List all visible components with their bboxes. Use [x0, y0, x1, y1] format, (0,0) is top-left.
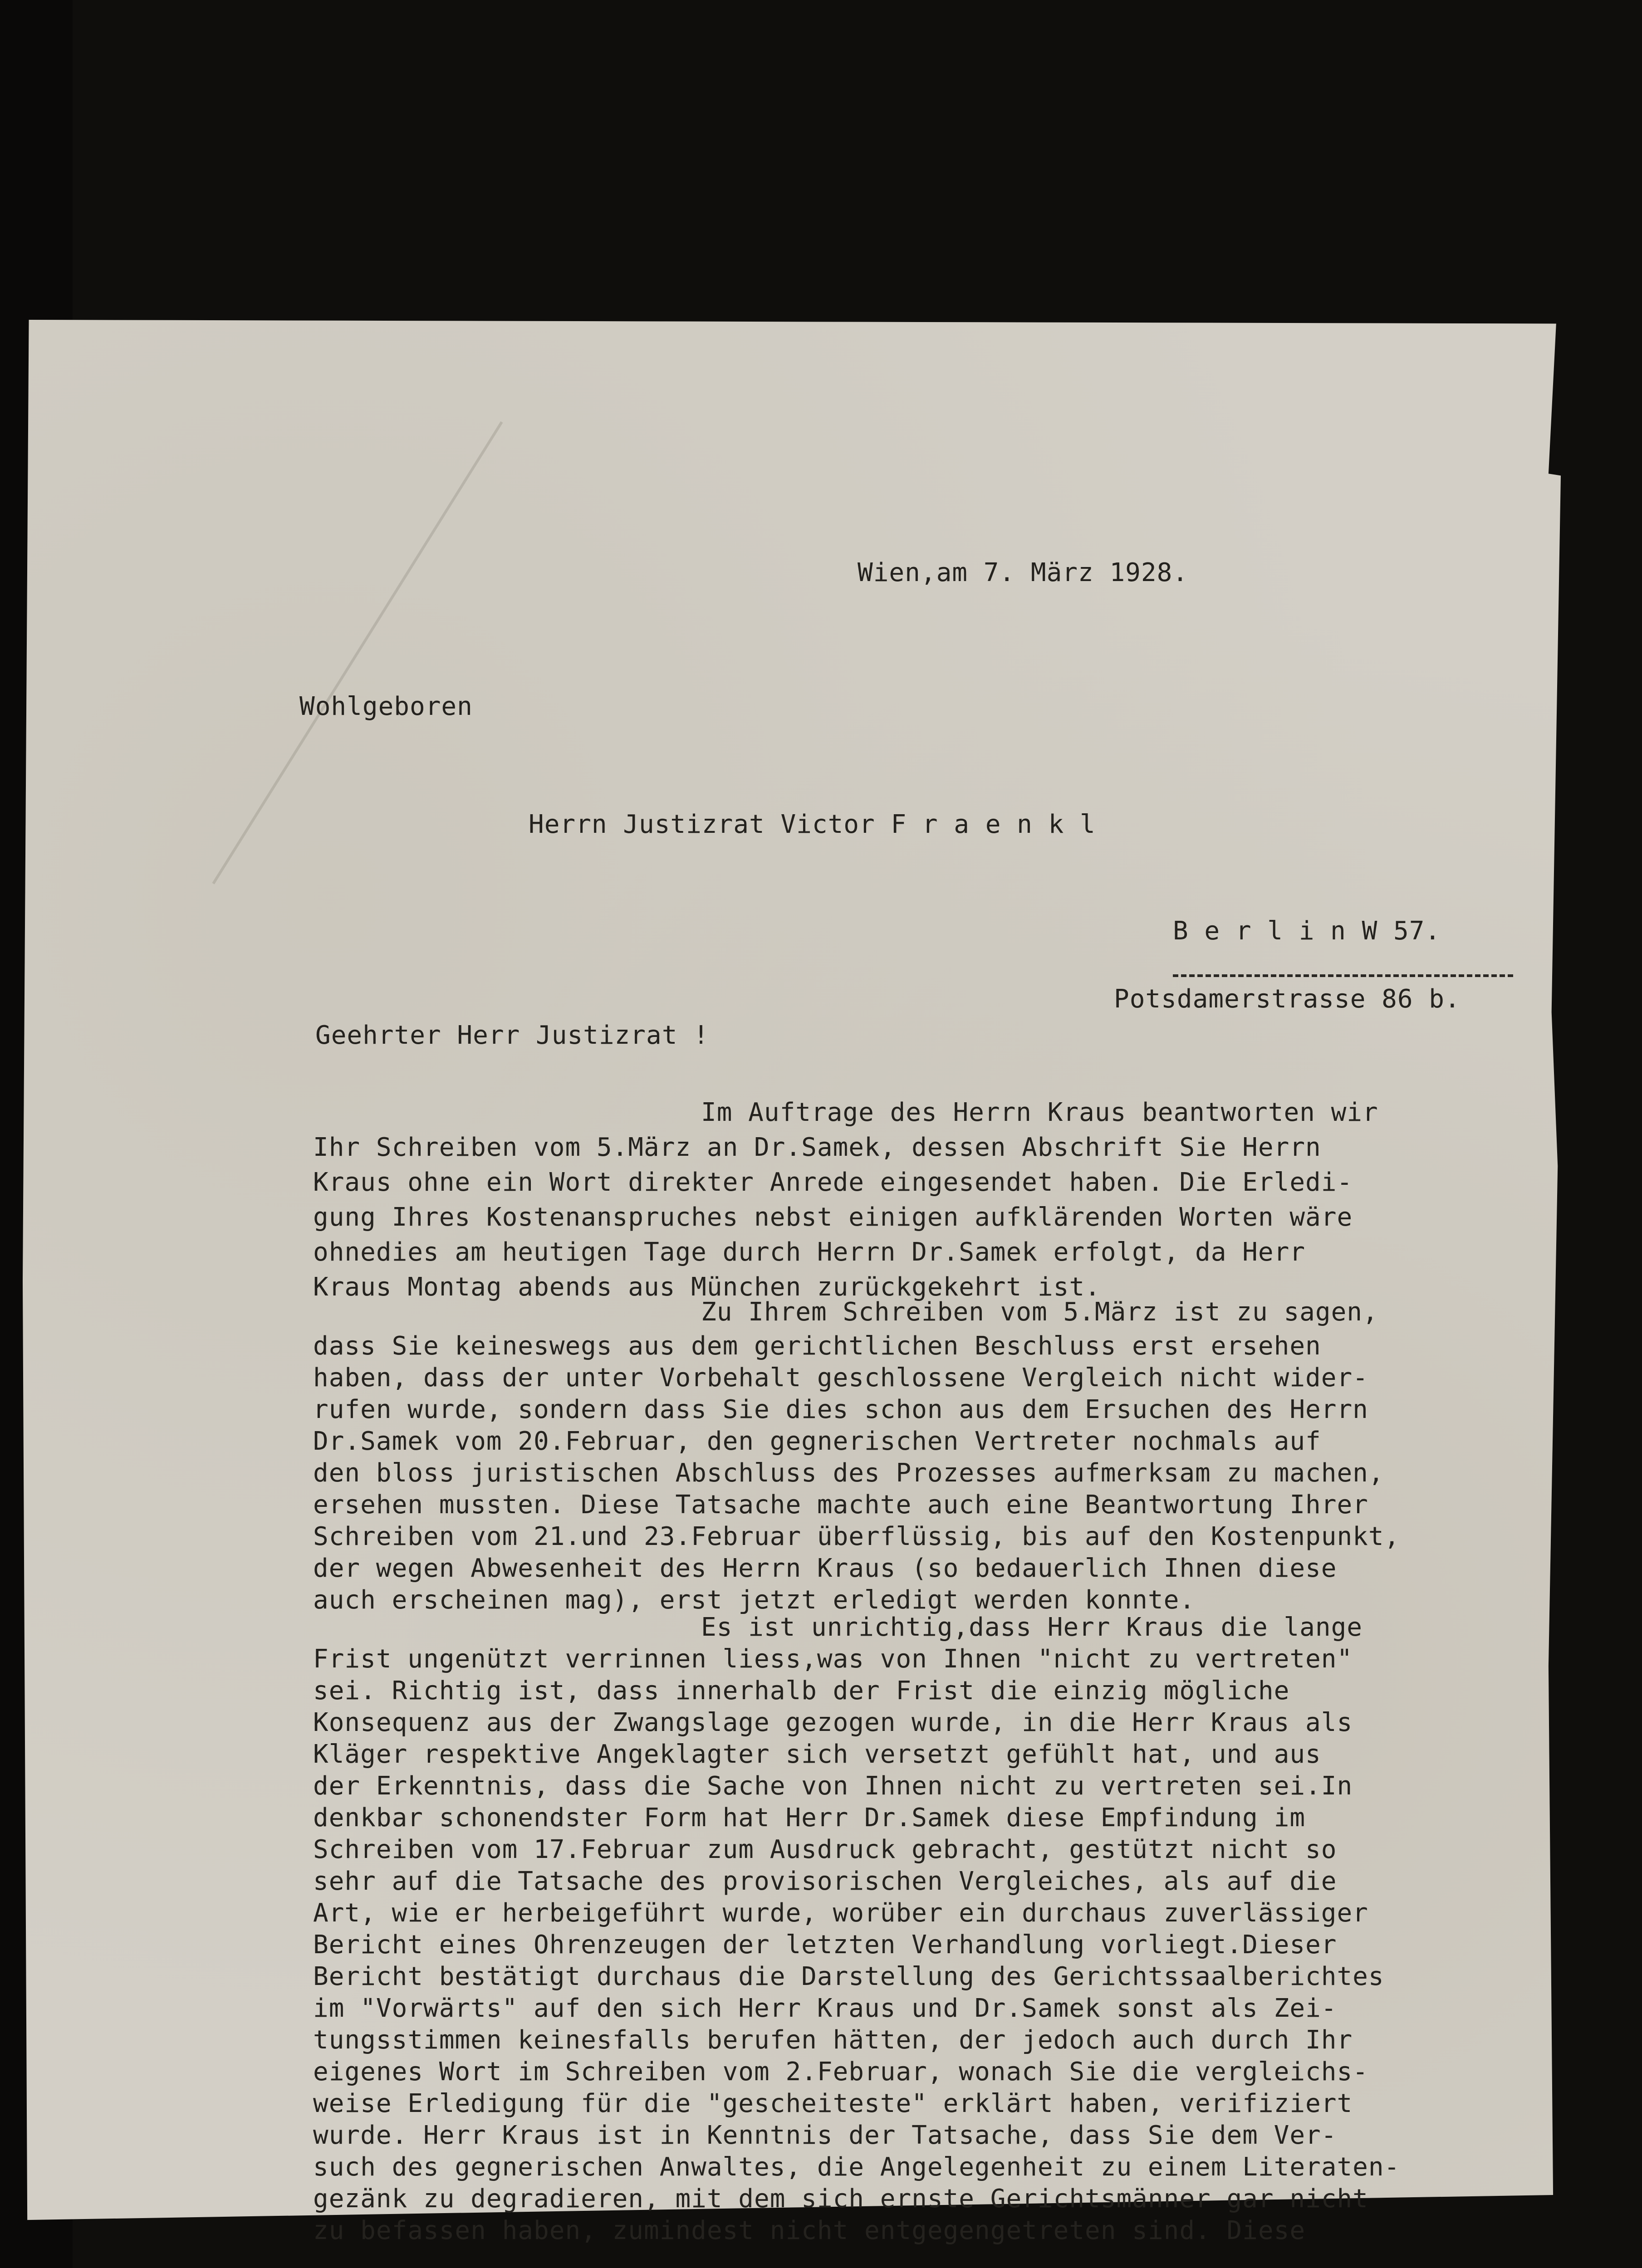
body-line: Kraus ohne ein Wort direkter Anrede eingesendet haben. Die Erledi-: [313, 1168, 1353, 1197]
letter-greeting: Geehrter Herr Justizrat !: [315, 1021, 709, 1050]
body-line: Bericht eines Ohrenzeugen der letzten Verhandlung vorliegt.Dieser: [313, 1930, 1337, 1960]
body-line: zu befassen haben, zumindest nicht entgegengetreten sind. Diese: [313, 2216, 1306, 2245]
body-line: Dr.Samek vom 20.Februar, den gegnerischen Vertreter nochmals auf: [313, 1427, 1321, 1456]
body-line: gezänk zu degradieren, mit dem sich ernste Gerichtsmänner gar nicht: [313, 2184, 1368, 2214]
body-line: Zu Ihrem Schreiben vom 5.März ist zu sagen,: [701, 1297, 1378, 1327]
body-line: haben, dass der unter Vorbehalt geschlossene Vergleich nicht wider-: [313, 1363, 1368, 1393]
body-line: der wegen Abwesenheit des Herrn Kraus (so bedauerlich Ihnen diese: [313, 1554, 1337, 1583]
body-line: gung Ihres Kostenanspruches nebst einigen aufklärenden Worten wäre: [313, 1202, 1353, 1232]
body-line: eigenes Wort im Schreiben vom 2.Februar, wonach Sie die vergleichs-: [313, 2057, 1368, 2087]
body-line: Art, wie er herbeigeführt wurde, worüber ein durchaus zuverlässiger: [313, 1898, 1368, 1928]
body-line: tungsstimmen keinesfalls berufen hätten, der jedoch auch durch Ihr: [313, 2025, 1353, 2055]
city-underline: [1173, 974, 1513, 977]
body-line: der Erkenntnis, dass die Sache von Ihnen nicht zu vertreten sei.In: [313, 1771, 1353, 1801]
body-line: dass Sie keineswegs aus dem gerichtlichen Beschluss erst ersehen: [313, 1331, 1321, 1361]
body-line: im "Vorwärts" auf den sich Herr Kraus und Dr.Samek sonst als Zei-: [313, 1994, 1337, 2023]
body-line: rufen wurde, sondern dass Sie dies schon aus dem Ersuchen des Herrn: [313, 1395, 1368, 1424]
body-line: wurde. Herr Kraus ist in Kenntnis der Tatsache, dass Sie dem Ver-: [313, 2121, 1337, 2150]
body-line: Kläger respektive Angeklagter sich versetzt gefühlt hat, und aus: [313, 1740, 1321, 1769]
body-line: weise Erledigung für die "gescheiteste" erklärt haben, verifiziert: [313, 2089, 1353, 2118]
body-line: Ihr Schreiben vom 5.März an Dr.Samek, dessen Abschrift Sie Herrn: [313, 1133, 1321, 1162]
letter-date: Wien,am 7. März 1928.: [858, 558, 1189, 587]
body-line: Schreiben vom 21.und 23.Februar überflüssig, bis auf den Kostenpunkt,: [313, 1522, 1400, 1551]
body-line: den bloss juristischen Abschluss des Prozesses aufmerksam zu machen,: [313, 1458, 1384, 1488]
body-line: Frist ungenützt verrinnen liess,was von Ihnen "nicht zu vertreten": [313, 1644, 1353, 1674]
body-line: such des gegnerischen Anwaltes, die Angelegenheit zu einem Literaten-: [313, 2152, 1400, 2182]
letter-city: B e r l i n W 57.: [1173, 916, 1441, 946]
letter-recipient: Herrn Justizrat Victor F r a e n k l: [529, 810, 1096, 839]
body-line: Bericht bestätigt durchaus die Darstellung des Gerichtssaalberichtes: [313, 1962, 1384, 1991]
body-line: Es ist unrichtig,dass Herr Kraus die lange: [701, 1613, 1363, 1642]
body-line: ersehen mussten. Diese Tatsache machte auch eine Beantwortung Ihrer: [313, 1490, 1368, 1520]
letter-street: Potsdamerstrasse 86 b.: [1114, 984, 1461, 1014]
body-line: ohnedies am heutigen Tage durch Herrn Dr.Samek erfolgt, da Herr: [313, 1237, 1306, 1267]
body-line: Im Auftrage des Herrn Kraus beantworten wir: [701, 1098, 1378, 1127]
letter-honorific: Wohlgeboren: [299, 692, 473, 721]
body-line: Schreiben vom 17.Februar zum Ausdruck gebracht, gestützt nicht so: [313, 1835, 1337, 1864]
body-line: auch erscheinen mag), erst jetzt erledigt werden konnte.: [313, 1585, 1196, 1615]
body-line: Kraus Montag abends aus München zurückgekehrt ist.: [313, 1272, 1101, 1302]
body-line: sehr auf die Tatsache des provisorischen Vergleiches, als auf die: [313, 1867, 1337, 1896]
body-line: denkbar schonendster Form hat Herr Dr.Samek diese Empfindung im: [313, 1803, 1306, 1833]
body-line: sei. Richtig ist, dass innerhalb der Frist die einzig mögliche: [313, 1676, 1290, 1706]
body-line: Konsequenz aus der Zwangslage gezogen wurde, in die Herr Kraus als: [313, 1708, 1353, 1737]
